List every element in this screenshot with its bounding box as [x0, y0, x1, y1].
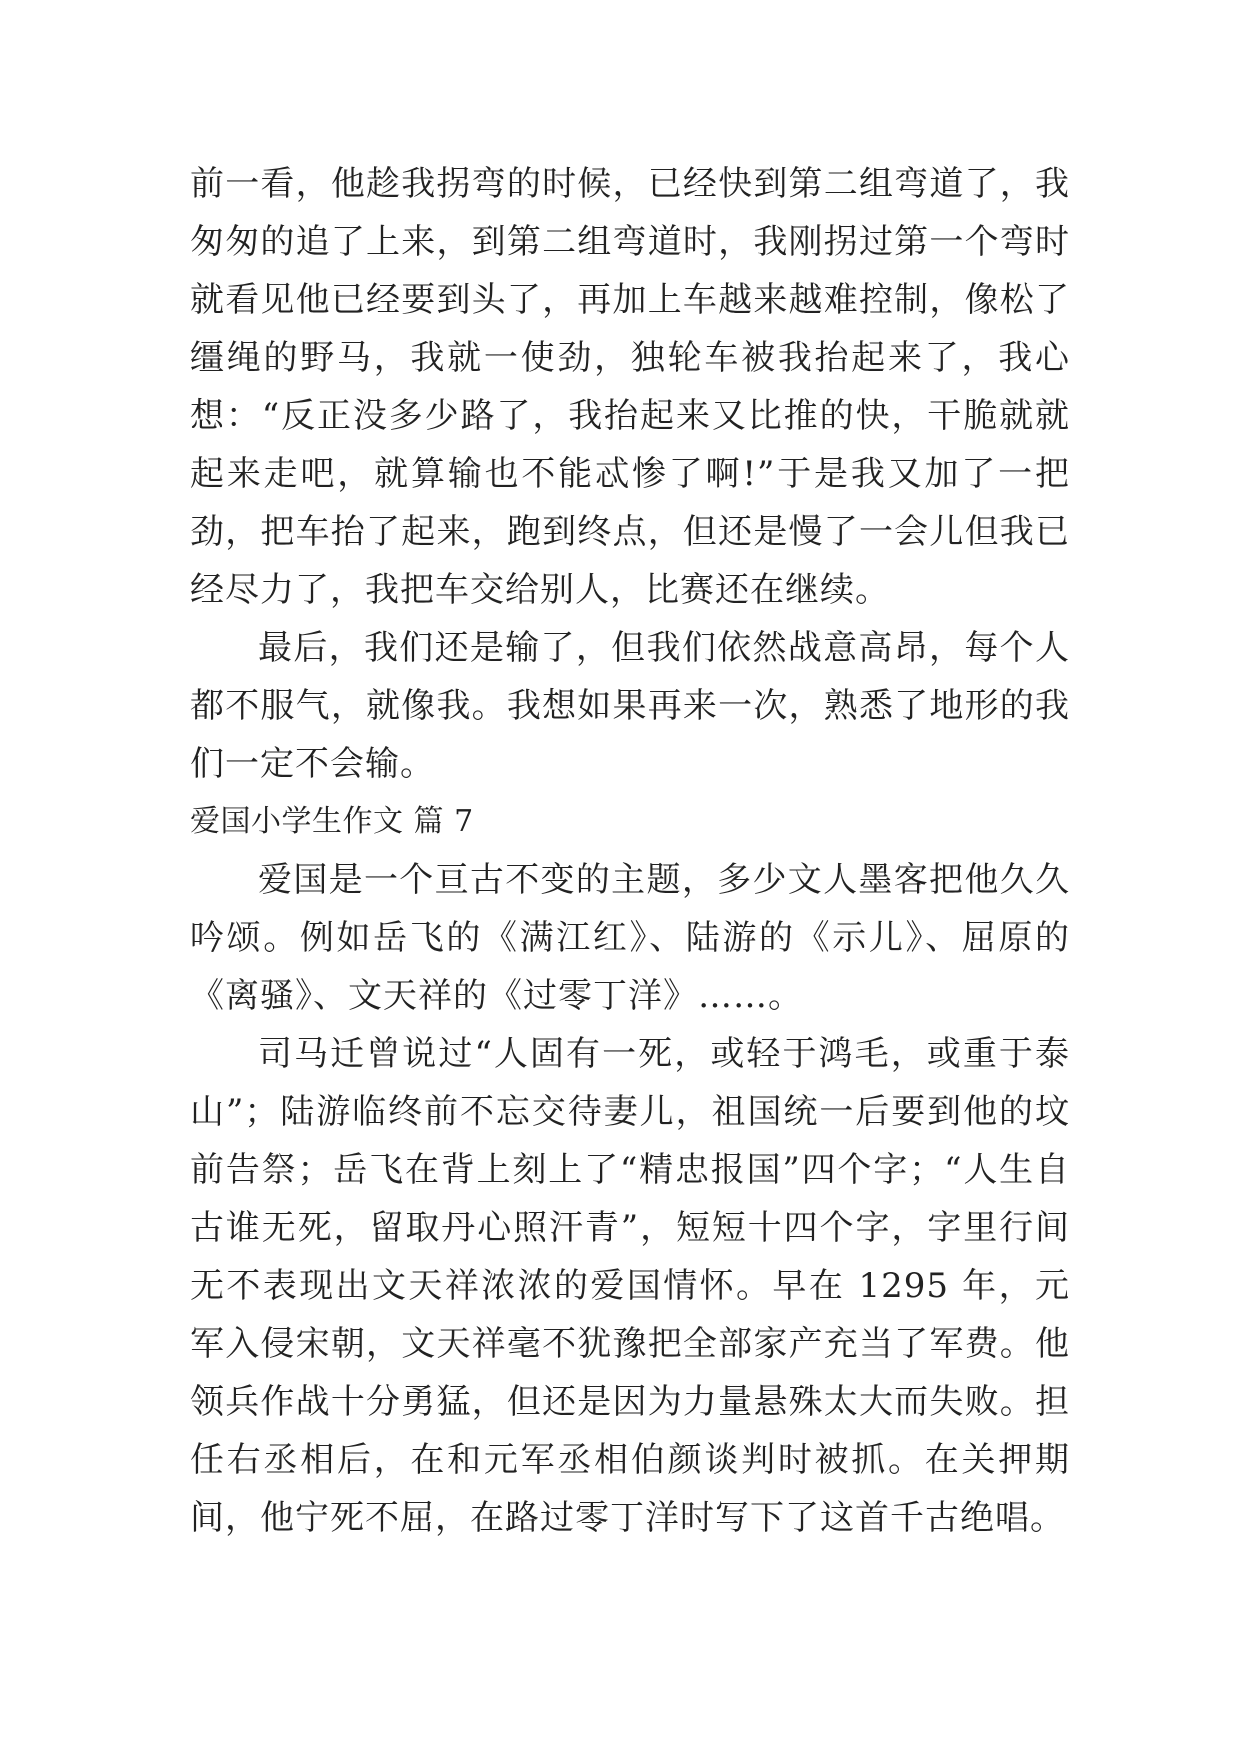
paragraph-race-continued: 前一看，他趁我拐弯的时候，已经快到第二组弯道了，我匆匆的追了上来，到第二组弯道时，我刚拐过第一个弯时就看见他已经要到头了，再加上车越来越难控制，像松了缰绳的野马，我就一使劲，独轮车被我抬起来了，我心想：“反正没多少路了，我抬起来又比推的快，干脆就就起来走吧，就算输也不能忒惨了啊!”于是我又加了一把劲，把车抬了起来，跑到终点，但还是慢了一会儿但我已经尽力了，我把车交给别人，比赛还在继续。	[190, 164, 1070, 610]
paragraph-patriotism-theme: 爱国是一个亘古不变的主题，多少文人墨客把他久久吟颂。例如岳飞的《满江红》、陆游的《示儿》、屈原的《离骚》、文天祥的《过零丁洋》……。	[190, 860, 1070, 1016]
section-heading: 爱国小学生作文 篇 7	[190, 804, 474, 839]
document-body	[190, 155, 1070, 1547]
paragraph-race-result: 最后，我们还是输了，但我们依然战意高昂，每个人都不服气，就像我。我想如果再来一次，熟悉了地形的我们一定不会输。	[190, 628, 1070, 784]
paragraph-wen-tianxiang: 司马迁曾说过“人固有一死，或轻于鸿毛，或重于泰山”；陆游临终前不忘交待妻儿，祖国统一后要到他的坟前告祭；岳飞在背上刻上了“精忠报国”四个字；“人生自古谁无死，留取丹心照汗青”，短短十四个字，字里行间无不表现出文天祥浓浓的爱国情怀。早在 1295 年，元军入侵宋朝，文天祥毫不犹豫把全部家产充当了军费。他领兵作战十分勇猛，但还是因为力量悬殊太大而失败。担任右丞相后，在和元军丞相伯颜谈判时被抓。在关押期间，他宁死不屈，在路过零丁洋时写下了这首千古绝唱。	[190, 1034, 1070, 1538]
